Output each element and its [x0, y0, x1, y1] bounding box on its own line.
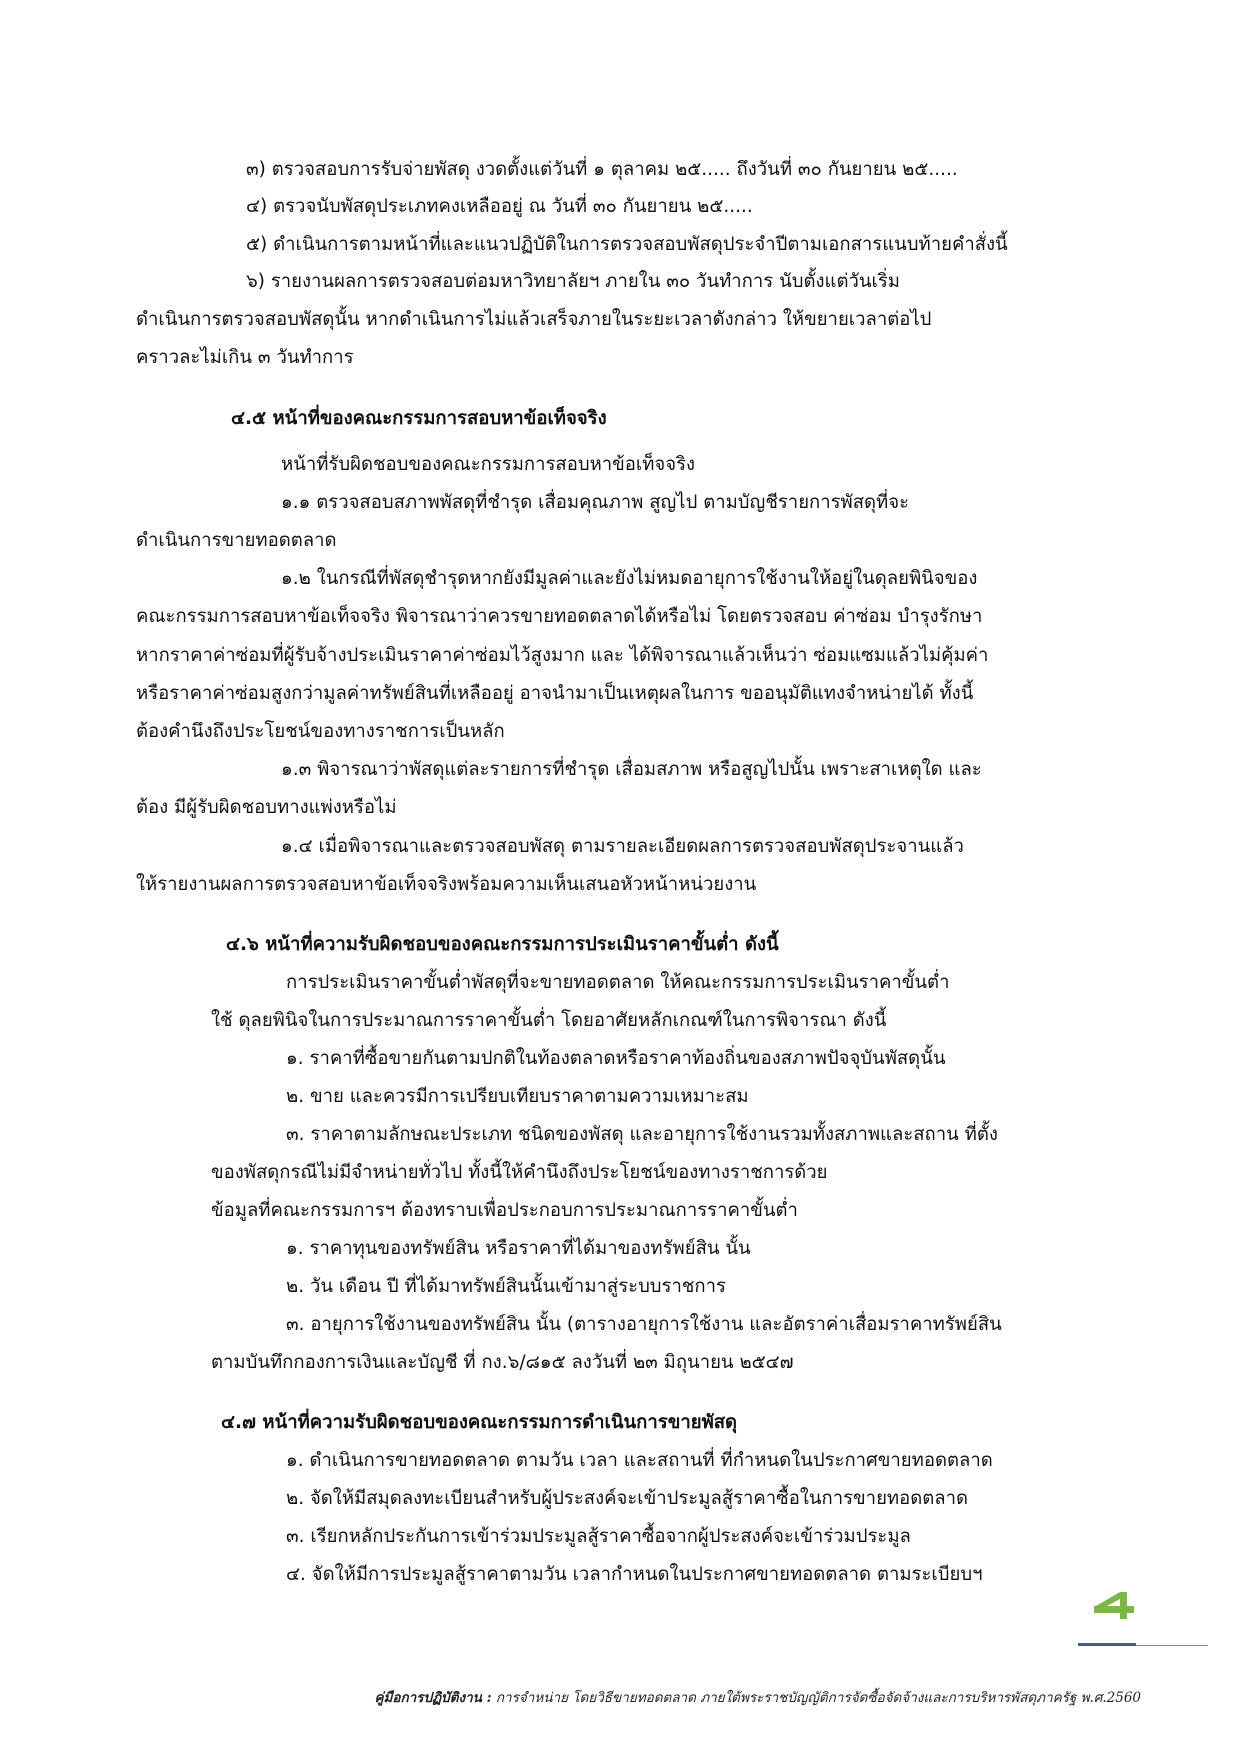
footer-rule-accent [1078, 1643, 1136, 1646]
section-4-5-intro: หน้าที่รับผิดชอบของคณะกรรมการสอบหาข้อเท็จจริง [281, 454, 696, 475]
item-1-2-line-2: คณะกรรมการสอบหาข้อเท็จจริง พิจารณาว่าควรขายทอดตลาดได้หรือไม่ โดยตรวจสอบ ค่าซ่อม บำรุงรักษา [136, 606, 983, 627]
required-info-3-line-2: ตามบันทึกกองการเงินและบัญชี ที่ กง.๖/๘๑๕ ลงวันที่ ๒๓ มิถุนายน ๒๕๔๗ [211, 1352, 794, 1373]
item-3-audit-receipts: ๓) ตรวจสอบการรับจ่ายพัสดุ งวดตั้งแต่วันที่ ๑ ตุลาคม ๒๕..... ถึงวันที่ ๓๐ กันยายน ๒๕..... [246, 159, 958, 180]
item-1-2-line-5: ต้องคำนึงถึงประโยชน์ของทางราชการเป็นหลัก [136, 721, 505, 742]
item-1-4-line-1: ๑.๔ เมื่อพิจารณาและตรวจสอบพัสดุ ตามรายละเอียดผลการตรวจสอบพัสดุประจานแล้ว [281, 836, 964, 857]
item-6-report-line-1: ๖) รายงานผลการตรวจสอบต่อมหาวิทยาลัยฯ ภายใน ๓๐ วันทำการ นับตั้งแต่วันเริ่ม [246, 271, 900, 292]
page-number-marker [1092, 1588, 1136, 1622]
section-4-5-heading: ๔.๕ หน้าที่ของคณะกรรมการสอบหาข้อเท็จจริง [231, 408, 607, 429]
item-6-report-line-3: คราวละไม่เกิน ๓ วันทำการ [136, 347, 354, 368]
section-4-6-intro-line-2: ใช้ ดุลยพินิจในการประมาณการราคาขั้นต่ำ โดยอาศัยหลักเกณฑ์ในการพิจารณา ดังนี้ [211, 1010, 887, 1031]
criteria-3-line-1: ๓. ราคาตามลักษณะประเภท ชนิดของพัสดุ และอายุการใช้งานรวมทั้งสภาพและสถาน ที่ตั้ง [286, 1124, 998, 1145]
footer-rule [1136, 1645, 1208, 1646]
item-1-3-line-1: ๑.๓ พิจารณาว่าพัสดุแต่ละรายการที่ชำรุด เสื่อมสภาพ หรือสูญไปนั้น เพราะสาเหตุใด และ [281, 759, 982, 780]
criteria-1: ๑. ราคาที่ซื้อขายกันตามปกติในท้องตลาดหรือราคาท้องถิ่นของสภาพปัจจุบันพัสดุนั้น [286, 1048, 946, 1069]
footer-text: การจำหน่าย โดยวิธีขายทอดตลาด ภายใต้พระราชบัญญัติการจัดซื้อจัดจ้างและการบริหารพัสดุภาครัฐ พ.ศ.2560 [495, 1690, 1141, 1706]
sale-duty-4: ๔. จัดให้มีการประมูลสู้ราคาตามวัน เวลากำหนดในประกาศขายทอดตลาด ตามระเบียบฯ [286, 1564, 983, 1585]
page-footer [374, 1686, 1141, 1708]
required-info-1: ๑. ราคาทุนของทรัพย์สิน หรือราคาที่ได้มาของทรัพย์สิน นั้น [286, 1238, 751, 1259]
item-1-3-line-2: ต้อง มีผู้รับผิดชอบทางแพ่งหรือไม่ [136, 797, 397, 818]
section-4-6-intro-line-1: การประเมินราคาขั้นต่ำพัสดุที่จะขายทอดตลาด ให้คณะกรรมการประเมินราคาขั้นต่ำ [286, 972, 950, 993]
item-1-1-line-2: ดำเนินการขายทอดตลาด [136, 530, 337, 551]
section-4-7-heading: ๔.๗ หน้าที่ความรับผิดชอบของคณะกรรมการดำเนินการขายพัสดุ [221, 1412, 738, 1433]
item-1-2-line-1: ๑.๒ ในกรณีที่พัสดุชำรุดหากยังมีมูลค่าและยังไม่หมดอายุการใช้งานให้อยู่ในดุลยพินิจของ [281, 568, 978, 589]
item-1-4-line-2: ให้รายงานผลการตรวจสอบหาข้อเท็จจริงพร้อมความเห็นเสนอหัวหน้าหน่วยงาน [136, 874, 757, 895]
sale-duty-1: ๑. ดำเนินการขายทอดตลาด ตามวัน เวลา และสถานที่ ที่กำหนดในประกาศขายทอดตลาด [286, 1450, 993, 1471]
required-info-2: ๒. วัน เดือน ปี ที่ได้มาทรัพย์สินนั้นเข้ามาสู่ระบบราชการ [286, 1276, 726, 1297]
item-1-1-line-1: ๑.๑ ตรวจสอบสภาพพัสดุที่ชำรุด เสื่อมคุณภาพ สูญไป ตามบัญชีรายการพัสดุที่จะ [281, 492, 910, 513]
sale-duty-3: ๓. เรียกหลักประกันการเข้าร่วมประมูลสู้ราคาซื้อจากผู้ประสงค์จะเข้าร่วมประมูล [286, 1526, 911, 1547]
item-6-report-line-2: ดำเนินการตรวจสอบพัสดุนั้น หากดำเนินการไม่แล้วเสร็จภายในระยะเวลาดังกล่าว ให้ขยายเวลาต่อไป [136, 309, 932, 330]
required-info-heading: ข้อมูลที่คณะกรรมการฯ ต้องทราบเพื่อประกอบการประมาณการราคาขั้นต่ำ [211, 1200, 798, 1221]
sale-duty-2: ๒. จัดให้มีสมุดลงทะเบียนสำหรับผู้ประสงค์จะเข้าประมูลสู้ราคาซื้อในการขายทอดตลาด [286, 1488, 968, 1509]
criteria-2: ๒. ขาย และควรมีการเปรียบเทียบราคาตามความเหมาะสม [286, 1086, 749, 1107]
footer-label: คู่มือการปฏิบัติงาน : [374, 1690, 492, 1706]
item-5-perform-duties: ๕) ดำเนินการตามหน้าที่และแนวปฏิบัติในการตรวจสอบพัสดุประจำปีตามเอกสารแนบท้ายคำสั่งนี้ [246, 234, 1008, 255]
item-4-count-inventory: ๔) ตรวจนับพัสดุประเภทคงเหลืออยู่ ณ วันที่ ๓๐ กันยายน ๒๕..... [246, 196, 753, 217]
item-1-2-line-3: หากราคาค่าซ่อมที่ผู้รับจ้างประเมินราคาค่าซ่อมไว้สูงมาก และ ได้พิจารณาแล้วเห็นว่า ซ่อมแซมแล้วไม่คุ้มค่า [136, 645, 989, 666]
item-1-2-line-4: หรือราคาค่าซ่อมสูงกว่ามูลค่าทรัพย์สินที่เหลืออยู่ อาจนำมาเป็นเหตุผลในการ ขออนุมัติแทงจำหน่ายได้ ทั้งนี้ [136, 683, 974, 704]
section-4-6-heading: ๔.๖ หน้าที่ความรับผิดชอบของคณะกรรมการประเมินราคาขั้นต่ำ ดังนี้ [226, 934, 779, 955]
required-info-3-line-1: ๓. อายุการใช้งานของทรัพย์สิน นั้น (ตารางอายุการใช้งาน และอัตราค่าเสื่อมราคาทรัพย์สิน [286, 1314, 1002, 1335]
criteria-3-line-2: ของพัสดุกรณีไม่มีจำหน่ายทั่วไป ทั้งนี้ให้คำนึงถึงประโยชน์ของทางราชการด้วย [211, 1162, 828, 1183]
